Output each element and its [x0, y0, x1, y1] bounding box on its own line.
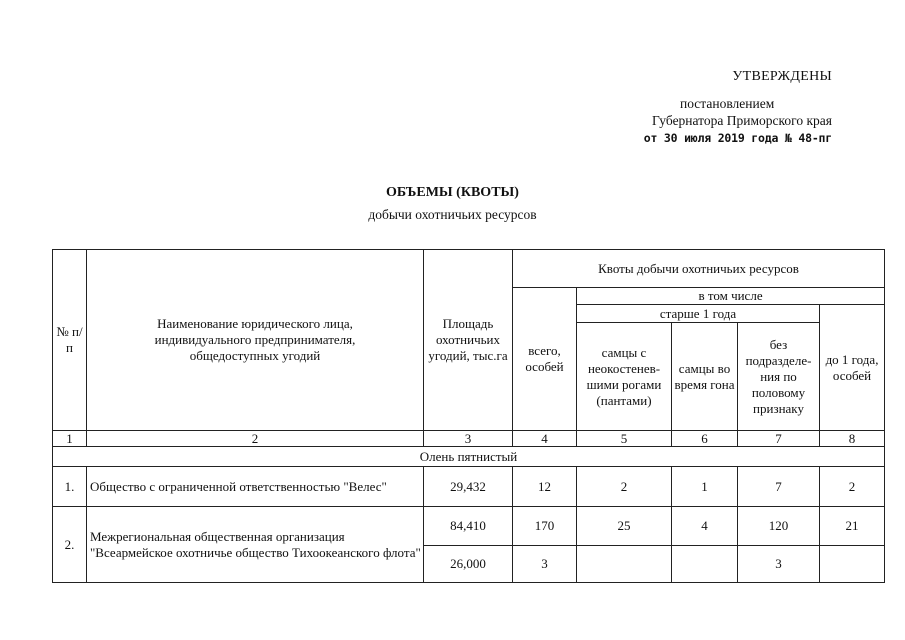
under-1-year-cell: 21	[820, 507, 885, 546]
header-males-rut: самцы во время гона	[672, 323, 738, 431]
total-cell: 170	[513, 507, 577, 546]
area-cell: 84,410	[424, 507, 513, 546]
total-cell: 12	[513, 467, 577, 507]
males-antlers-cell: 25	[577, 507, 672, 546]
males-rut-cell: 1	[672, 467, 738, 507]
approval-block	[600, 68, 832, 147]
under-1-year-cell	[820, 546, 885, 583]
no-sex-cell: 120	[738, 507, 820, 546]
row-number: 2.	[53, 507, 87, 583]
area-cell: 26,000	[424, 546, 513, 583]
col-number: 8	[820, 431, 885, 447]
header-under-1-year: до 1 года, особей	[820, 305, 885, 431]
species-group-heading: Олень пятнистый	[53, 447, 885, 467]
header-name: Наименование юридического лица, индивидуального предпринимателя, общедоступных угодий	[87, 250, 424, 431]
no-sex-cell: 7	[738, 467, 820, 507]
header-including: в том числе	[577, 288, 885, 305]
approval-line1: постановлением	[680, 95, 775, 111]
decree-reference: от 30 июля 2019 года № 48-пг	[643, 130, 832, 145]
no-sex-cell: 3	[738, 546, 820, 583]
under-1-year-cell: 2	[820, 467, 885, 507]
col-number: 7	[738, 431, 820, 447]
header-area: Площадь охотничьих угодий, тыс.га	[424, 250, 513, 431]
col-number: 3	[424, 431, 513, 447]
entity-name: Общество с ограниченной ответственностью "Велес"	[87, 467, 424, 507]
col-number: 6	[672, 431, 738, 447]
col-number: 2	[87, 431, 424, 447]
col-number: 5	[577, 431, 672, 447]
quota-table	[52, 249, 885, 583]
header-no: № п/п	[53, 250, 87, 431]
approval-heading: УТВЕРЖДЕНЫ	[732, 69, 832, 84]
males-antlers-cell: 2	[577, 467, 672, 507]
approval-line2: Губернатора Приморского края	[652, 113, 832, 128]
header-older-1-year: старше 1 года	[577, 305, 820, 323]
entity-name: Межрегиональная общественная организация "Всеармейское охотничье общество Тихоокеанского флота"	[87, 507, 424, 583]
document-title: ОБЪЕМЫ (КВОТЫ)	[386, 185, 519, 200]
males-antlers-cell	[577, 546, 672, 583]
col-number: 1	[53, 431, 87, 447]
document-subtitle: добычи охотничьих ресурсов	[368, 207, 537, 222]
area-cell: 29,432	[424, 467, 513, 507]
header-quotas: Квоты добычи охотничьих ресурсов	[513, 250, 885, 288]
column-number-row	[53, 431, 885, 447]
row-number: 1.	[53, 467, 87, 507]
header-no-sex-division: без подразделе-ния по половому признаку	[738, 323, 820, 431]
table-row	[53, 467, 885, 507]
col-number: 4	[513, 431, 577, 447]
males-rut-cell	[672, 546, 738, 583]
table-row	[53, 507, 885, 546]
total-cell: 3	[513, 546, 577, 583]
header-total: всего, особей	[513, 288, 577, 431]
header-males-antlers: самцы с неокостенев-шими рогами (пантами)	[577, 323, 672, 431]
males-rut-cell: 4	[672, 507, 738, 546]
